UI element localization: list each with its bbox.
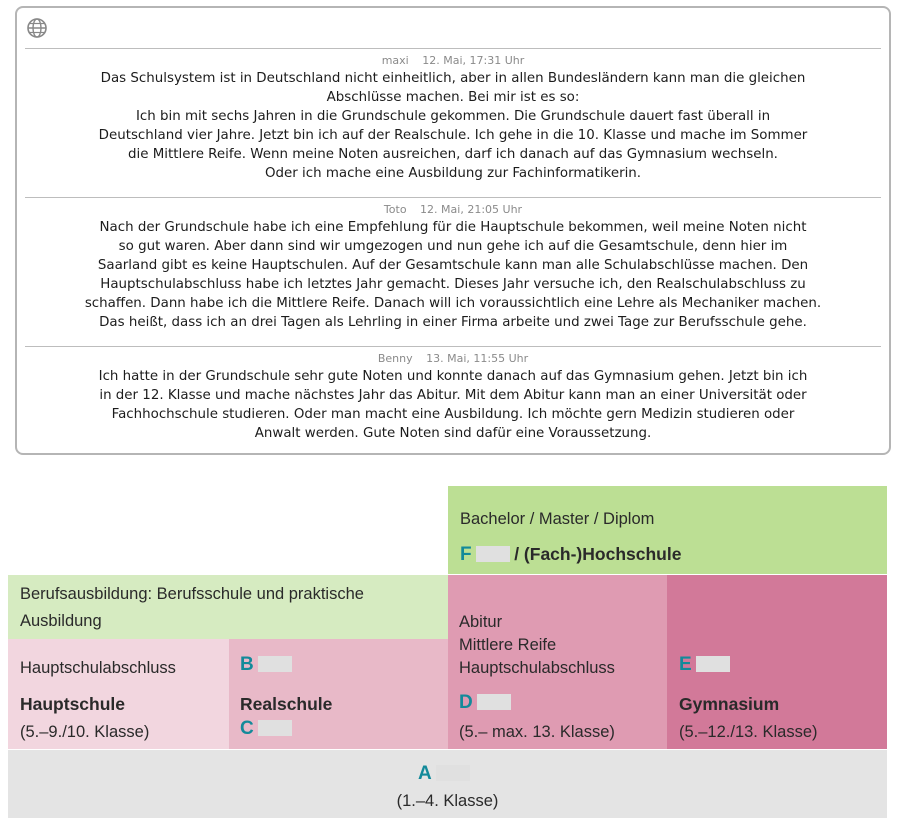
abitur-label: Abitur (459, 613, 503, 631)
letter-f: F (460, 544, 472, 565)
post-text: Nach der Grundschule habe ich eine Empfehlung für die Hauptschule bekommen, weil meine Noten nicht so gut waren. Aber dann sind wir umgezogen und nun gehe ich auf die Gesamtschule, denn hier im Saarland gibt es keine Hauptschulen. Auf der Gesamtschule kann man alle Schulabschlüsse machen. Den Hauptschulabschluss habe ich letztes Jahr gemacht. Dieses Jahr versuche ich, den Realschulabschluss zu schaffen. Dann habe ich die Mittlere Reife. Danach will ich voraussichtlich eine Lehre als Mechaniker machen. Das heißt, dass ich an drei Tagen als Lehrling in einer Firma arbeite und zwei Tage zur Berufsschule gehe. (84, 220, 822, 330)
post-author: Benny (377, 352, 413, 365)
hochschule-label: / (Fach-)Hochschule (514, 544, 682, 564)
hochschule-block (448, 486, 887, 574)
grundschule-grades: (1.–4. Klasse) (396, 792, 499, 810)
post-meta (25, 347, 881, 366)
post-meta (25, 49, 881, 68)
gap-f-blank[interactable] (476, 546, 510, 562)
post-date: 12. Mai, 17:31 Uhr (422, 54, 525, 67)
hochschule-row (460, 544, 681, 565)
forum-post (25, 48, 881, 183)
globe-icon[interactable] (26, 17, 48, 39)
realschule-block (229, 639, 448, 749)
hauptschulabschluss-label: Hauptschulabschluss (20, 659, 176, 677)
berufsausbildung-line2: Ausbildung (20, 612, 102, 630)
forum-post (25, 197, 881, 332)
berufsausbildung-line1: Berufsausbildung: Berufsschule und praktische (20, 585, 364, 603)
hauptschule-label: Hauptschule (20, 694, 126, 714)
post-text: Ich hatte in der Grundschule sehr gute Noten und konnte danach auf das Gymnasium gehen. Jetzt bin ich in der 12. Klasse und mache nächstes Jahr das Abitur. Mit dem Abitur kann man an einer Universität oder Fachhochschule studieren. Oder man macht eine Ausbildung. Ich möchte gern Medizin studieren oder Anwalt werden. Gute Noten sind dafür eine Voraussetzung. (98, 369, 808, 441)
gap-c-blank[interactable] (258, 720, 292, 736)
gymnasium-block (667, 575, 887, 749)
gap-d-blank[interactable] (477, 694, 511, 710)
hauptschule-block (8, 639, 229, 749)
realschule-letter-c-row (240, 719, 292, 739)
berufsausbildung-block (8, 575, 448, 639)
post-meta (25, 198, 881, 217)
post-date: 12. Mai, 21:05 Uhr (420, 203, 523, 216)
gymnasium-label: Gymnasium (679, 694, 780, 714)
degrees-label: Bachelor / Master / Diplom (460, 510, 655, 528)
forum-post (25, 346, 881, 443)
letter-b: B (240, 654, 254, 675)
gesamtschule-letter-row (459, 693, 511, 713)
realschule-letter-row (240, 655, 292, 675)
letter-c: C (240, 718, 254, 739)
letter-e: E (679, 654, 692, 675)
gymnasium-letter-row (679, 655, 730, 675)
realschule-label: Realschule (240, 694, 333, 714)
mittlere-reife-label: Mittlere Reife (459, 636, 557, 654)
gesamtschule-block (448, 575, 667, 749)
gap-a-blank[interactable] (436, 765, 470, 781)
grundschule-letter-row (418, 764, 470, 784)
letter-a: A (418, 763, 432, 784)
post-text: Das Schulsystem ist in Deutschland nicht einheitlich, aber in allen Bundesländern kann man die gleichen Abschlüsse machen. Bei mir ist es so: Ich bin mit sechs Jahren in die Grundschule gekommen. Die Grundschule dauert fast überall in Deutschland vier Jahre. Jetzt bin ich auf der Realschule. Ich gehe in die 10. Klasse und mache im Sommer die Mittlere Reife. Wenn meine Noten ausreichen, darf ich danach auf das Gymnasium wechseln. Oder ich mache eine Ausbildung zur Fachinformatikerin. (98, 71, 808, 181)
post-author: maxi (381, 54, 409, 67)
post-date: 13. Mai, 11:55 Uhr (426, 352, 529, 365)
gesamtschule-grades: (5.– max. 13. Klasse) (459, 723, 615, 741)
hauptschule-grades: (5.–9./10. Klasse) (20, 723, 150, 741)
grundschule-block (8, 750, 887, 818)
gap-b-blank[interactable] (258, 656, 292, 672)
forum-box (15, 6, 891, 455)
hauptschulabschluss-label: Hauptschulabschluss (459, 659, 615, 677)
gymnasium-grades: (5.–12./13. Klasse) (679, 723, 818, 741)
gap-e-blank[interactable] (696, 656, 730, 672)
letter-d: D (459, 692, 473, 713)
post-author: Toto (383, 203, 407, 216)
